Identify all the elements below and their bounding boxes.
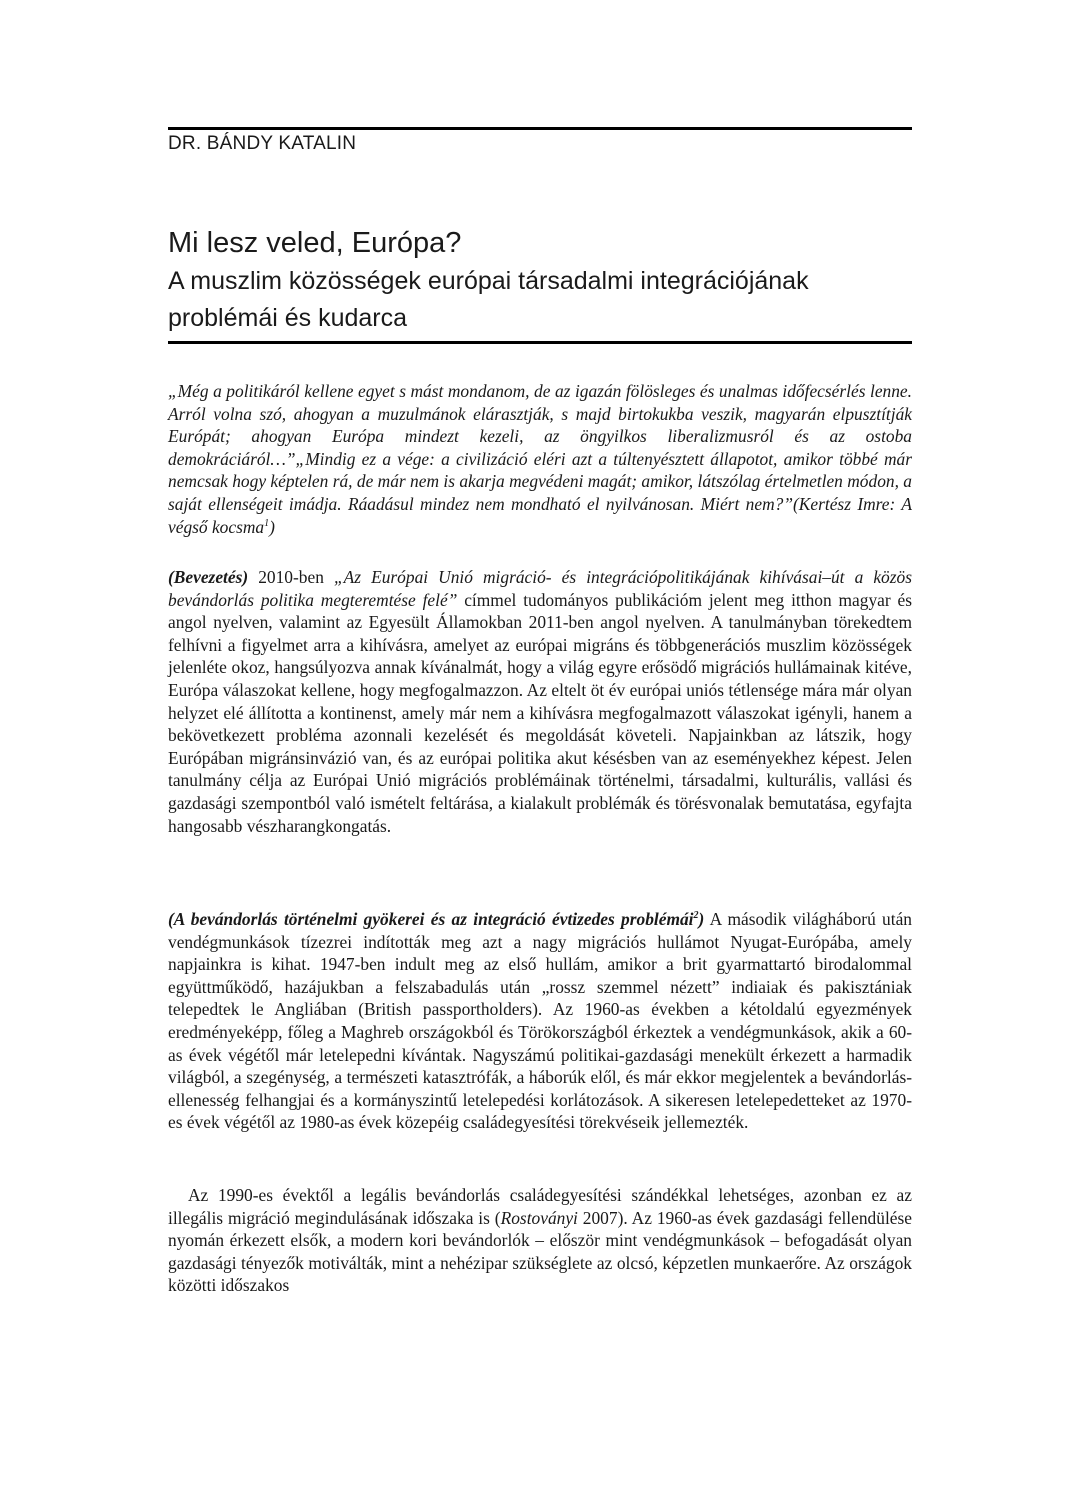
intro-text: címmel tudományos publikációm jelent meg itthon magyar és angol nyelven, valamint az Egyesült Államokban 2011-ben angol nyelven. A tanulmányban törekedtem felhívni a figyelmet arra a kihívásra, amelyet az európai migráns és többgenerációs muszlim közösségek jelenléte okoz, hangsúlyozva annak kívánalmát, hogy a világ egyre erősödő migrációs hullámainak kitéve, Európa válaszokat kellene, hogy megfogalmazzon. Az eltelt öt év európai uniós tétlensége mára már olyan helyzet elé állította a kontinenst, amely már nem a kihívásra megfogalmazott válaszokat igényli, hanem a bekövetkezett probléma azonnali kezelését és megoldását követeli. Napjainkban az látszik, hogy Európában migránsinvázió van, és az európai politika akut késésben van az eseményekhez képest. Jelen tanulmány célja az Európai Unió migrációs problémáinak történelmi, társadalmi, kulturális, vallási és gazdasági szempontból való ismételt feltárása, a kialakult problémák és törésvonalak bemutatása, egyfajta hangosabb vészharangkongatás. bbox=[168, 589, 912, 836]
author-name: DR. BÁNDY KATALIN bbox=[168, 133, 357, 154]
epigraph-closing: ) bbox=[269, 516, 275, 537]
footnote-marker: 2 bbox=[693, 910, 699, 922]
nineties-paragraph bbox=[168, 1184, 912, 1297]
article-subtitle: A muszlim közösségek európai társadalmi integrációjának problémái és kudarca bbox=[168, 267, 809, 332]
citation-author: Rostoványi bbox=[500, 1207, 578, 1228]
section-heading-close: ) bbox=[698, 909, 705, 929]
history-text: A második világháború után vendégmunkások tízezrei indították meg azt a nagy migrációs hullámot Nyugat-Európába, amely napjainkra is kihat. 1947-ben indult meg az első hullám, amikor a brit gyarmattartó birodalommal együttműködő, hazájukban a felszabadulás után „rossz szemmel nézett” indiaiak és pakisztániak telepedtek le Angliában (British passportholders). Az 1960-as években a kétoldalú egyezmények eredményeképp, főleg a Maghreb országokból és Törökországból érkeztek a vendégmunkások, akik a 60-as évek végétől már letelepedni kívántak. Nagyszámú politikai-gazdasági menekült érkezett a harmadik világból, a szegénység, a természeti katasztrófák, a háborúk elől, és már ekkor megjelentek a bevándorlás-ellenesség felhangjai és a kormányszintű letelepedési korlátozások. A sikeresen letelepedetteket az 1970-es évek végétől az 1980-as évek közepéig családegyesítési törekvéseik jellemezték. bbox=[168, 909, 912, 1133]
header-rule bbox=[168, 127, 912, 130]
intro-paragraph bbox=[168, 566, 912, 837]
cited-title: „Az Európai Unió migráció- és integrációpolitikájának kihívásai–út a közös bevándorlás politika megteremtése felé” bbox=[168, 567, 912, 610]
nineties-text-b: 2007). Az 1960-as évek gazdasági fellendülése nyomán érkezett elsők, a modern kori bevándorlók – először mint vendégmunkások – befogadását olyan gazdasági tényezők motiválták, mint a nehézipar szükséglete az olcsó, képzetlen munkaerőre. Az országok közötti időszakos bbox=[168, 1207, 912, 1296]
title-rule bbox=[168, 341, 912, 344]
history-paragraph bbox=[168, 908, 912, 1134]
section-heading: (Bevezetés) bbox=[168, 567, 249, 587]
epigraph-quote bbox=[168, 380, 912, 538]
article-title: Mi lesz veled, Európa? bbox=[168, 227, 462, 259]
intro-lead: 2010-ben bbox=[248, 567, 334, 587]
nineties-text-a: Az 1990-es évektől a legális bevándorlás családegyesítési szándékkal lehetséges, azonban ez az illegális migráció megindulásának időszaka is ( bbox=[168, 1185, 912, 1228]
footnote-marker: 1 bbox=[264, 517, 270, 529]
section-heading: (A bevándorlás történelmi gyökerei és az integráció évtizedes problémái bbox=[168, 909, 694, 929]
epigraph-text: „Még a politikáról kellene egyet s mást mondanom, de az igazán fölösleges és unalmas időfecsérlés lenne. Arról volna szó, ahogyan a muzulmánok elárasztják, s majd birtokukba veszik, magyarán elpusztítják Európát; ahogyan Európa mindezt kezeli, az öngyilkos liberalizmusról és az ostoba demokráciáról…”„Mindig ez a vége: a civilizáció eléri azt a túltenyésztett állapotot, amikor többé már nemcsak hogy képtelen rá, de már nem is akarja megvédeni magát; amikor, látszólag értelmetlen módon, a saját ellenségeit imádja. Ráadásul mindez nem mondható el nyilvánosan. Miért nem?”(Kertész Imre: A végső kocsma bbox=[168, 381, 912, 537]
